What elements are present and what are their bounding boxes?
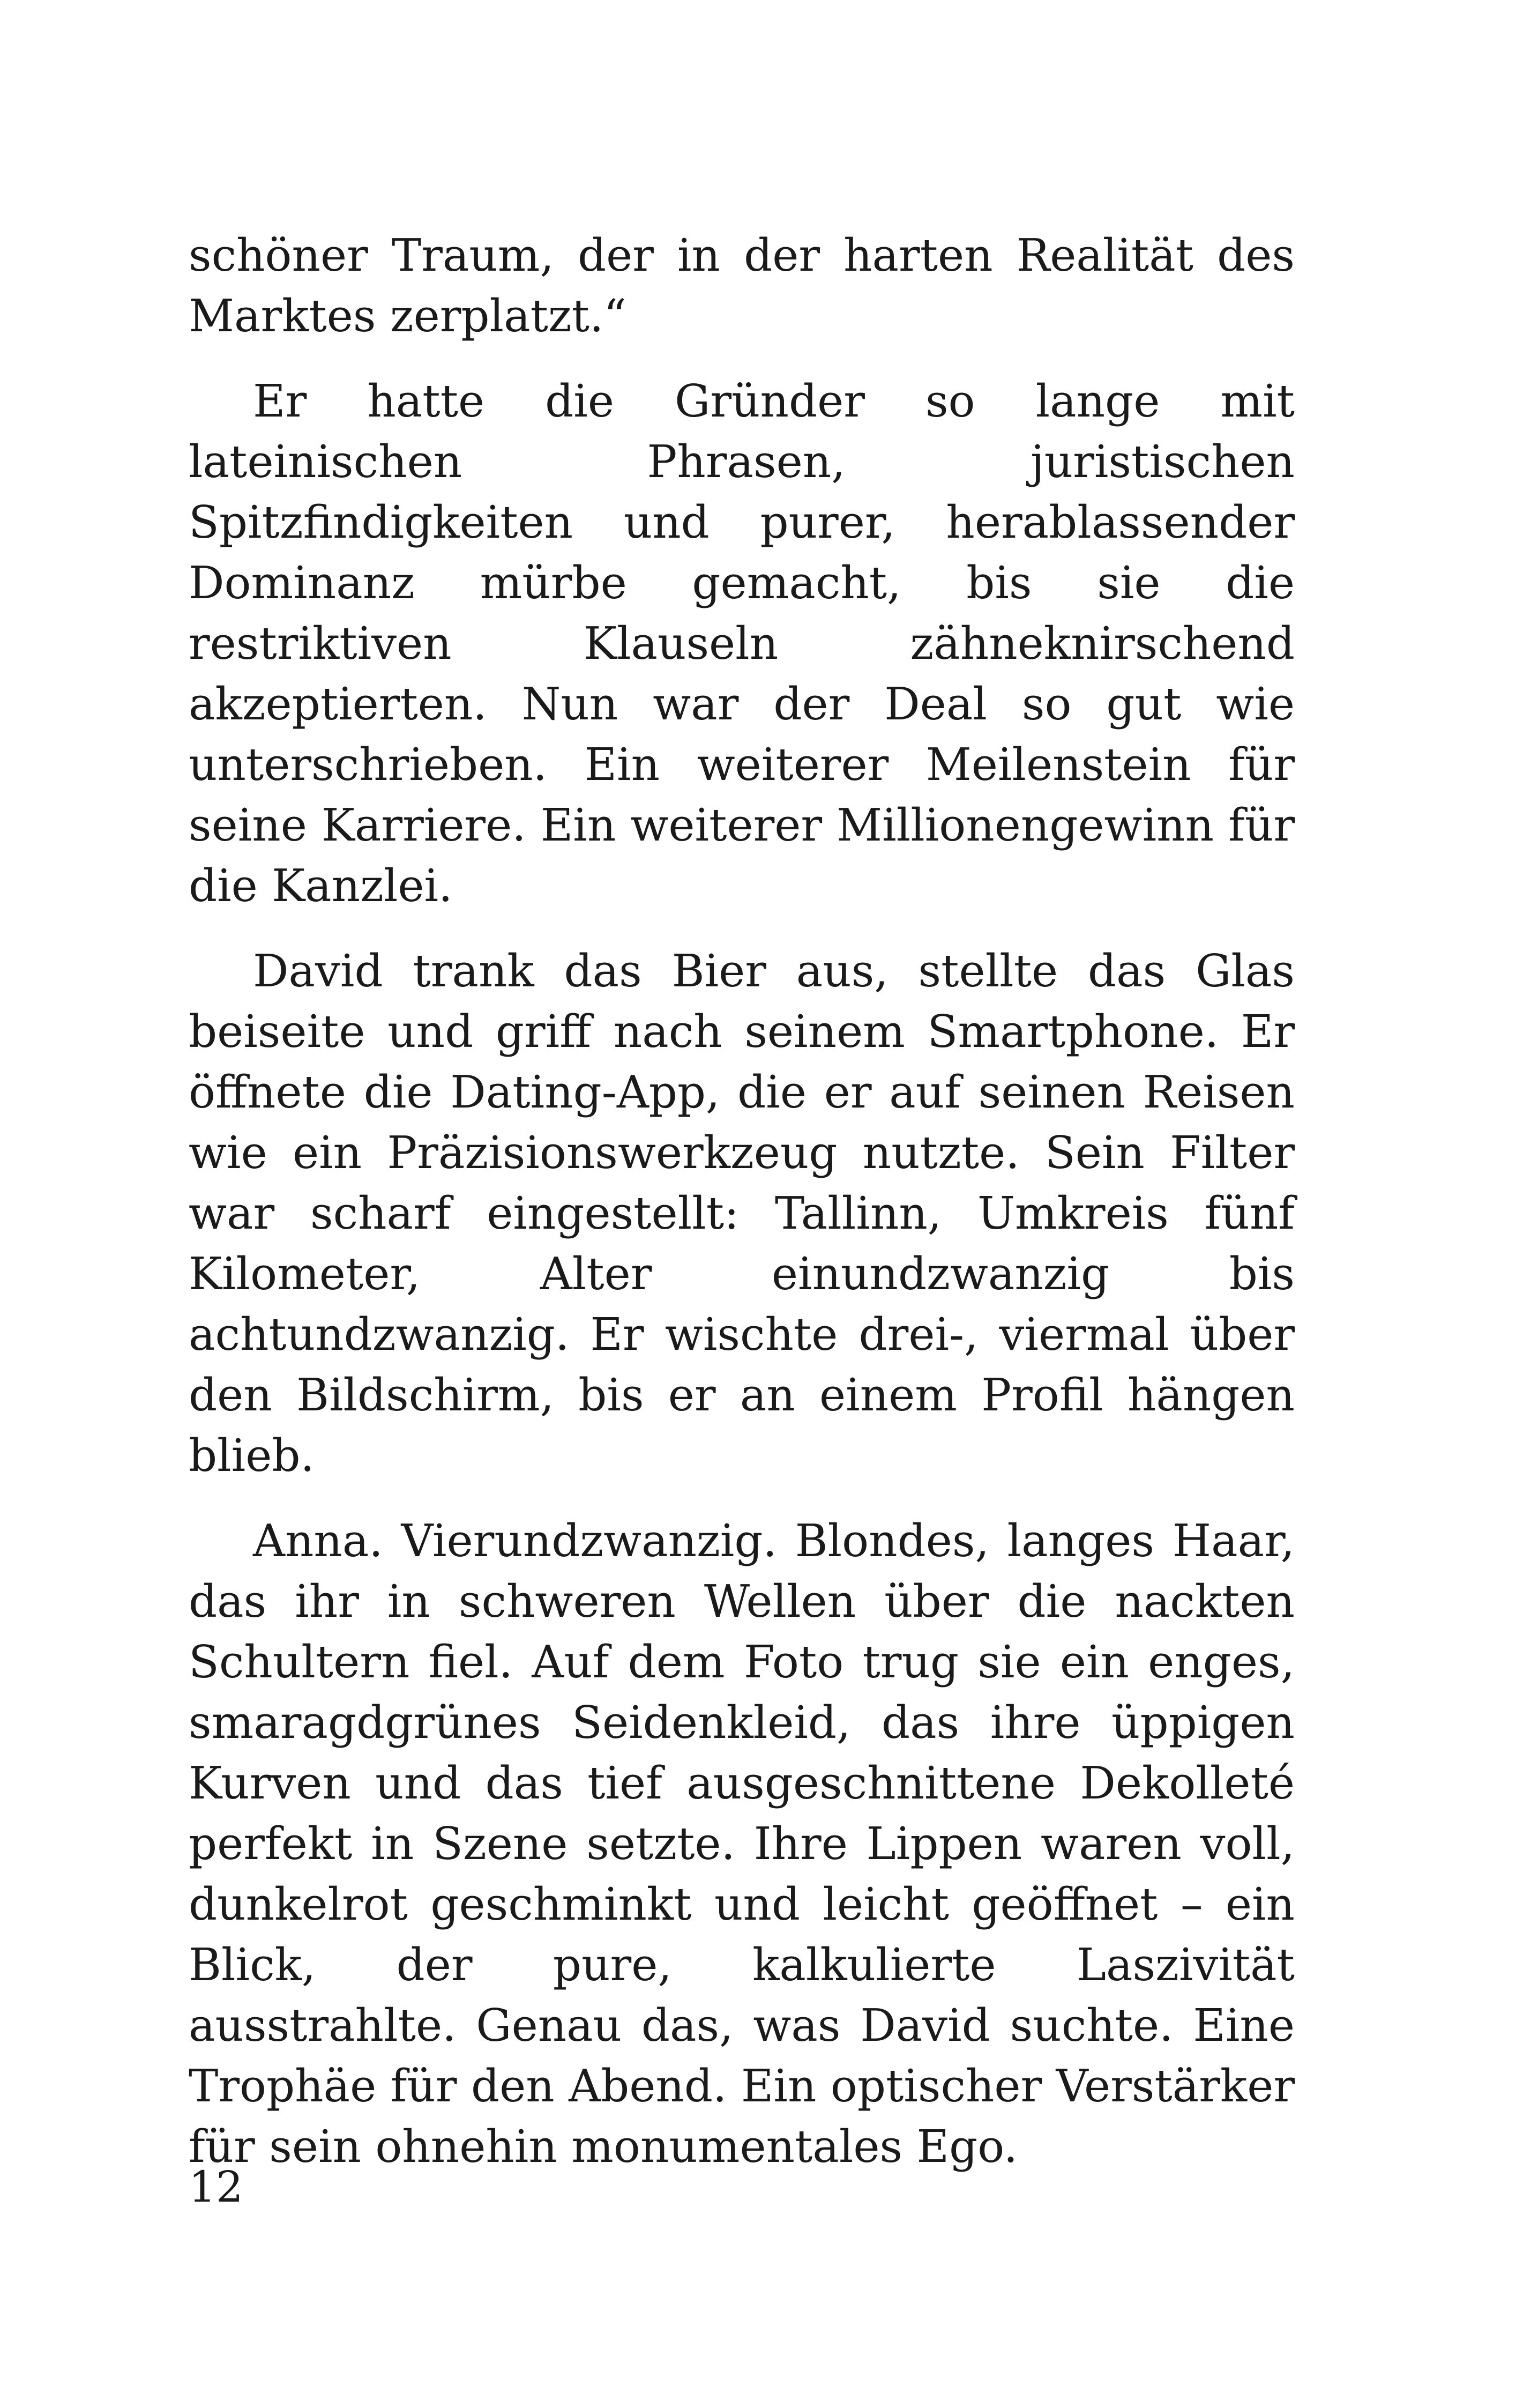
paragraph-continuation: schöner Traum, der in der harten Realität des Marktes zerplatzt.“ bbox=[189, 229, 1295, 342]
paragraph-anna: Anna. Vierundzwanzig. Blondes, langes Haar, das ihr in schweren Wellen über die nackten Schultern fiel. Auf dem Foto trug sie ein enges, smaragdgrünes Seidenkleid, das ihre üppigen Kurven und das tief ausgeschnittene Dekolleté perfekt in Szene setzte. Ihre Lippen waren voll, dunkelrot geschminkt und leicht geöffnet – ein Blick, der pure, kalkulierte Laszivität ausstrahlte. Genau das, was David suchte. Eine Trophäe für den Abend. Ein optischer Verstärker für sein ohnehin monumentales Ego. bbox=[189, 1515, 1295, 2173]
page-number: 12 bbox=[189, 2162, 243, 2212]
body-text bbox=[189, 225, 1295, 2202]
paragraph-dating-app: David trank das Bier aus, stellte das Glas beiseite und griff nach seinem Smartphone. Er öffnete die Dating-App, die er auf seinen Reisen wie ein Präzisionswerkzeug nutzte. Sein Filter war scharf eingestellt: Tallinn, Umkreis fünf Kilometer, Alter einundzwanzig bis achtundzwanzig. Er wischte drei-, viermal über den Bildschirm, bis er an einem Profil hängen blieb. bbox=[189, 945, 1295, 1482]
paragraph-founders: Er hatte die Gründer so lange mit lateinischen Phrasen, juristischen Spitzfindigkeiten und purer, herablassender Dominanz mürbe gemacht, bis sie die restriktiven Klauseln zähneknirschend akzeptierten. Nun war der Deal so gut wie unterschrieben. Ein weiterer Meilenstein für seine Karriere. Ein weiterer Millionengewinn für die Kanzlei. bbox=[189, 375, 1295, 912]
